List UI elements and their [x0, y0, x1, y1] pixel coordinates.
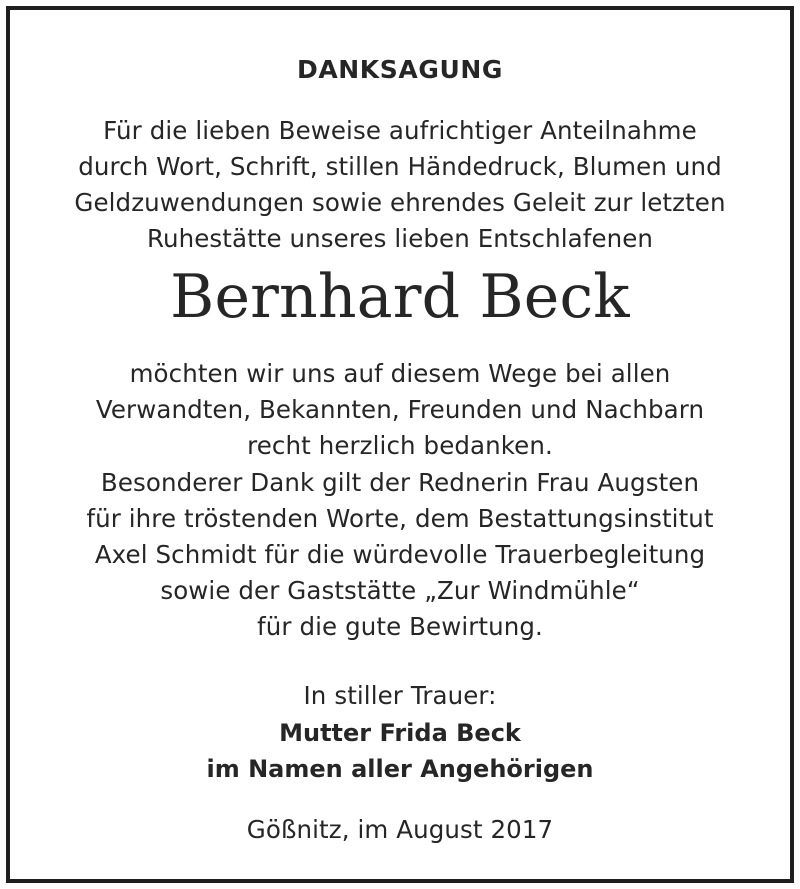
thanks-line: für ihre tröstenden Worte, dem Bestattungsinstitut	[86, 504, 714, 533]
intro-line: Für die lieben Beweise aufrichtiger Anteilnahme	[103, 116, 697, 145]
thanks-line: Besonderer Dank gilt der Rednerin Frau Augsten	[100, 468, 700, 497]
thanks-line: sowie der Gaststätte „Zur Windmühle“	[160, 576, 640, 605]
thanks-line: Axel Schmidt für die würdevolle Trauerbegleitung	[94, 540, 706, 569]
thanks-line: Verwandten, Bekannten, Freunden und Nachbarn	[95, 395, 705, 424]
place-date: Gößnitz, im August 2017	[246, 815, 554, 844]
thanks-line: recht herzlich bedanken.	[247, 431, 553, 460]
deceased-name: Bernhard Beck	[170, 262, 630, 332]
intro-line: durch Wort, Schrift, stillen Händedruck, Blumen und	[78, 152, 722, 181]
thanks-line: möchten wir uns auf diesem Wege bei allen	[129, 359, 671, 388]
notice-content	[10, 10, 790, 879]
intro-line: Geldzuwendungen sowie ehrendes Geleit zur letzten	[74, 188, 726, 217]
thanks-line: für die gute Bewirtung.	[257, 612, 543, 641]
notice-frame	[6, 6, 794, 883]
signatory-line: im Namen aller Angehörigen	[206, 755, 594, 783]
intro-line: Ruhestätte unseres lieben Entschlafenen	[146, 224, 654, 253]
mourning-label: In stiller Trauer:	[303, 681, 497, 710]
notice-heading: DANKSAGUNG	[296, 55, 503, 84]
signatory-line: Mutter Frida Beck	[279, 719, 521, 747]
